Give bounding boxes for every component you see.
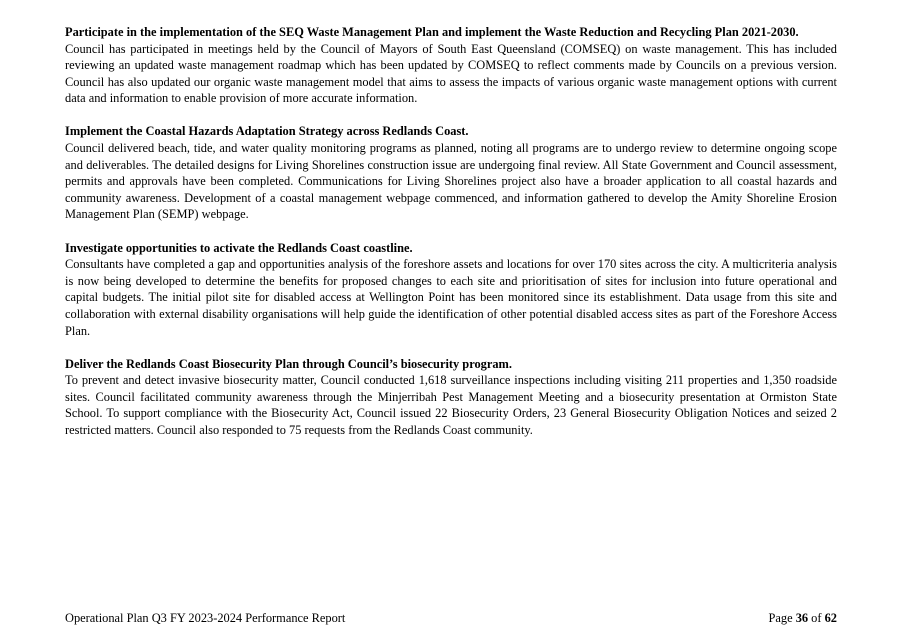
- section-heading: Investigate opportunities to activate the Redlands Coast coastline.: [65, 240, 413, 255]
- section-body: To prevent and detect invasive biosecurity matter, Council conducted 1,618 surveillance inspections including visiting 211 properties and 1,350 roadside sites. Council facilitated community awareness through the Minjerribah Pest Management Meeting and a biosecurity presentation at Ormiston State School. To support compliance with the Biosecurity Act, Council issued 22 Biosecurity Orders, 23 General Biosecurity Obligation Notices and seized 2 restricted matters. Council also responded to 75 requests from the Redlands Coast community.: [65, 373, 837, 437]
- page-prefix: Page: [768, 611, 796, 625]
- page-current: 36: [795, 611, 809, 625]
- page-footer: [65, 610, 837, 626]
- section-body: Consultants have completed a gap and opportunities analysis of the foreshore assets and locations for over 170 sites across the city. A multicriteria analysis is now being developed to determine the benefits for proposed changes to each site and prioritisation of sites for inclusion into future operational and capital budgets. The initial pilot site for disabled access at Wellington Point has been monitored since its establishment. Data usage from this site and collaboration with external disability organisations will help guide the identification of other potential disabled access sites as part of the Foreshore Access Plan.: [65, 257, 837, 338]
- section-body: Council has participated in meetings held by the Council of Mayors of South East Queensland (COMSEQ) on waste management. This has included reviewing an updated waste management roadmap which has been updated by COMSEQ to reflect comments made by Councils on a previous version. Council has also updated our organic waste management model that aims to assess the impacts of various organic waste management options with current data and information to enable provision of more accurate information.: [65, 41, 837, 106]
- section-heading: Deliver the Redlands Coast Biosecurity Plan through Council’s biosecurity program.: [65, 356, 512, 371]
- document-body: [65, 24, 837, 455]
- page-total: 62: [824, 611, 837, 625]
- section-body: Council delivered beach, tide, and water quality monitoring programs as planned, noting all programs are to undergo review to determine ongoing scope and deliverables. The detailed designs for Living Shorelines construction issue are undergoing final review. All State Government and Council assessment, permits and approvals have been completed. Communications for Living Shorelines project also have a broader application to all coastal hazards and community awareness. Development of a coastal management webpage commenced, and information gathered to develop the Amity Shoreline Erosion Management Plan (SEMP) webpage.: [65, 141, 837, 222]
- section-coastline-activation: [65, 240, 837, 340]
- section-heading: Participate in the implementation of the SEQ Waste Management Plan and implement the Waste Reduction and Recycling Plan 2021-2030.: [65, 25, 799, 39]
- page-number: [769, 610, 838, 626]
- section-coastal-hazards: [65, 123, 837, 223]
- section-waste-management: [65, 24, 837, 107]
- section-biosecurity: [65, 356, 837, 439]
- section-heading: Implement the Coastal Hazards Adaptation Strategy across Redlands Coast.: [65, 124, 469, 139]
- footer-report-title: Operational Plan Q3 FY 2023-2024 Performance Report: [65, 611, 346, 625]
- page-middle: of: [808, 611, 825, 625]
